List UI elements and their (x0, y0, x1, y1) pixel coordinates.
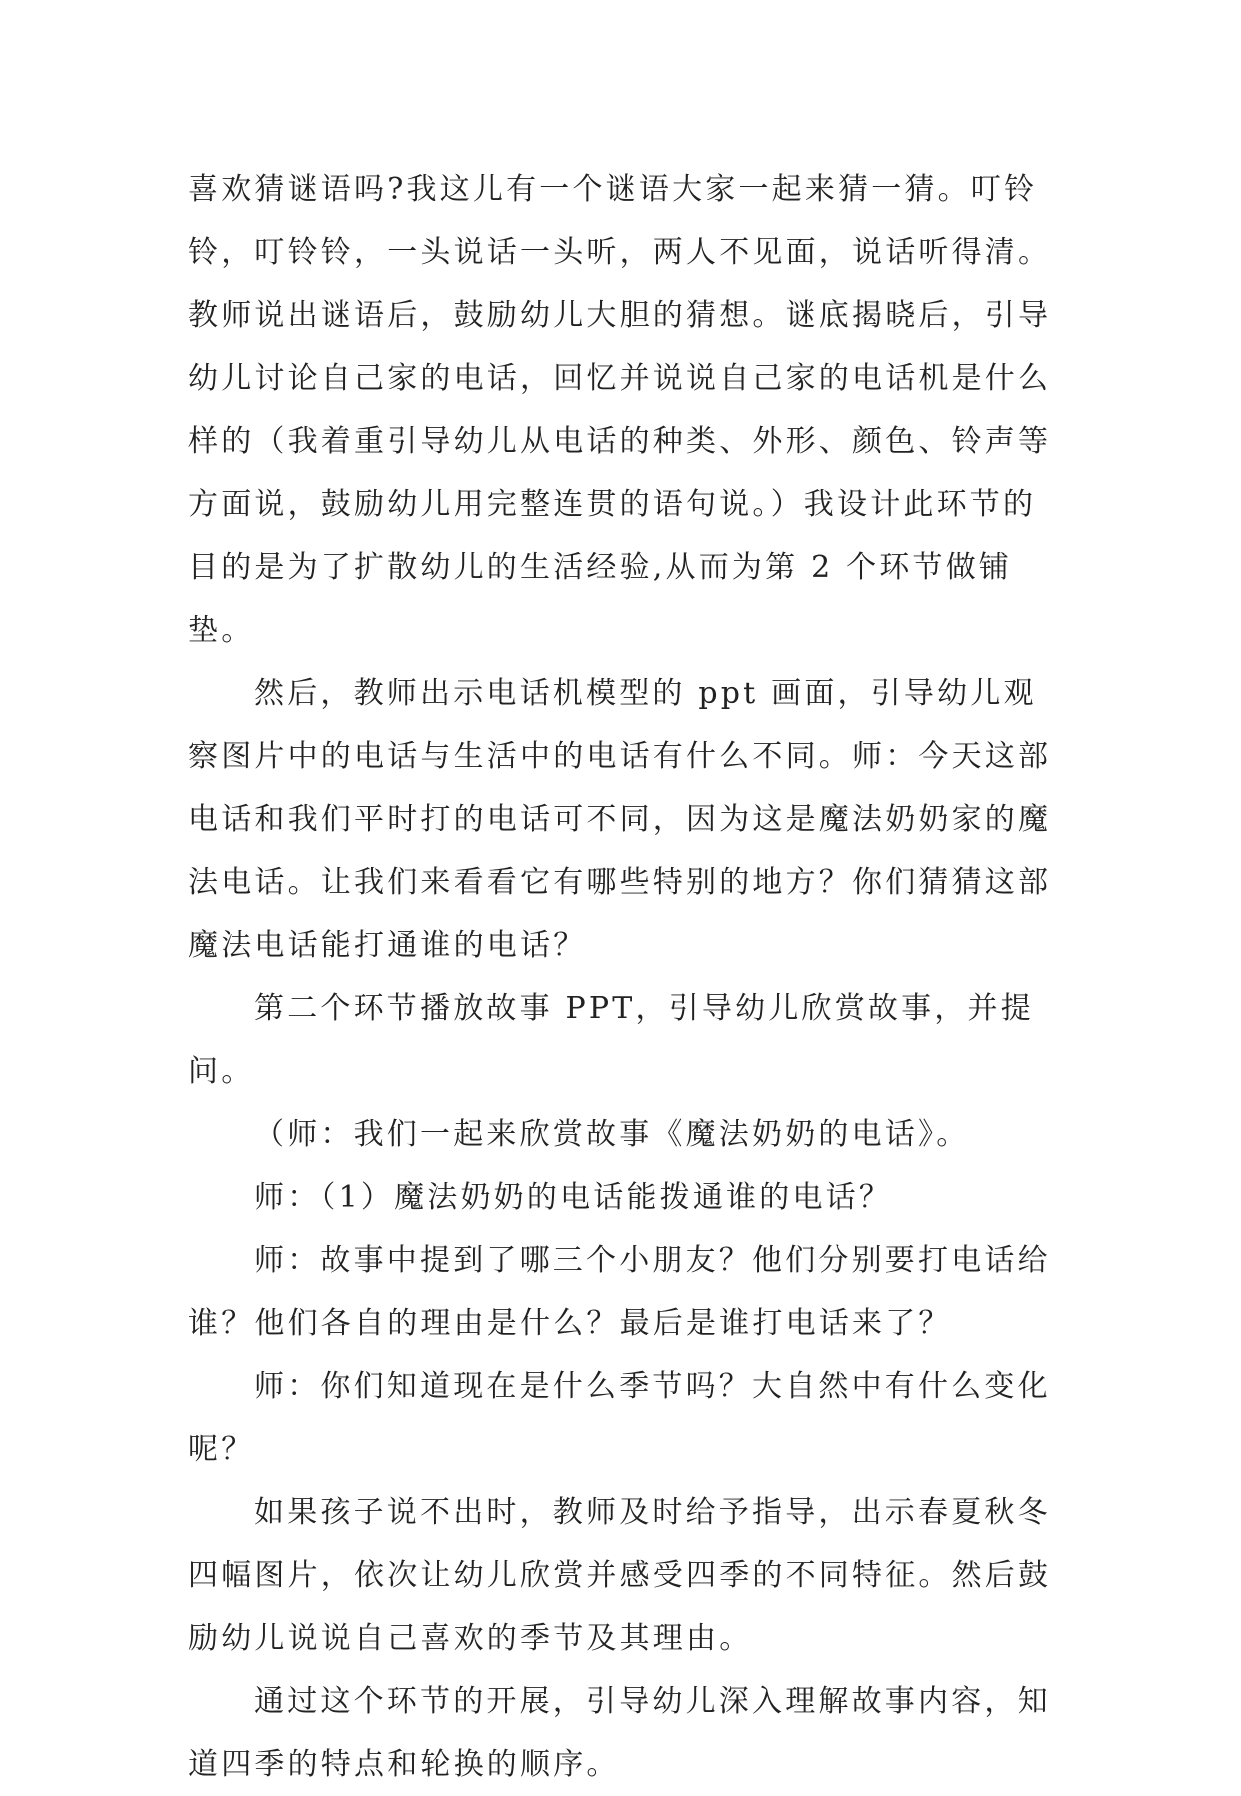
paragraph-seasons-guidance: 如果孩子说不出时，教师及时给予指导，出示春夏秋冬四幅图片，依次让幼儿欣赏并感受四季的不同特征。然后鼓励幼儿说说自己喜欢的季节及其理由。 (188, 1495, 1052, 1656)
paragraph-question-1: 师：（1）魔法奶奶的电话能拨通谁的电话？ (254, 1180, 893, 1215)
paragraph-story-intro: （师：我们一起来欣赏故事《魔法奶奶的电话》。 (254, 1117, 970, 1152)
paragraph-question-3: 师：你们知道现在是什么季节吗？大自然中有什么变化呢？ (188, 1369, 1051, 1467)
document-body (188, 158, 1068, 1796)
paragraph-second-step: 第二个环节播放故事 PPT，引导幼儿欣赏故事，并提问。 (188, 991, 1034, 1089)
paragraph-riddle-intro: 喜欢猜谜语吗?我这儿有一个谜语大家一起来猜一猜。叮铃铃，叮铃铃，一头说话一头听，两人不见面，说话听得清。教师说出谜语后，鼓励幼儿大胆的猜想。谜底揭晓后，引导幼儿讨论自己家的电话，回忆并说说自己家的电话机是什么样的（我着重引导幼儿从电话的种类、外形、颜色、铃声等方面说，鼓励幼儿用完整连贯的语句说。）我设计此环节的目的是为了扩散幼儿的生活经验,从而为第 2 个环节做铺垫。 (188, 172, 1052, 648)
paragraph-question-2: 师：故事中提到了哪三个小朋友？他们分别要打电话给谁？他们各自的理由是什么？最后是谁打电话来了？ (188, 1243, 1051, 1341)
paragraph-conclusion: 通过这个环节的开展，引导幼儿深入理解故事内容，知道四季的特点和轮换的顺序。 (188, 1684, 1051, 1782)
paragraph-phone-model: 然后，教师出示电话机模型的 ppt 画面，引导幼儿观察图片中的电话与生活中的电话有什么不同。师：今天这部电话和我们平时打的电话可不同，因为这是魔法奶奶家的魔法电话。让我们来看看它有哪些特别的地方？你们猜猜这部魔法电话能打通谁的电话？ (188, 676, 1052, 963)
